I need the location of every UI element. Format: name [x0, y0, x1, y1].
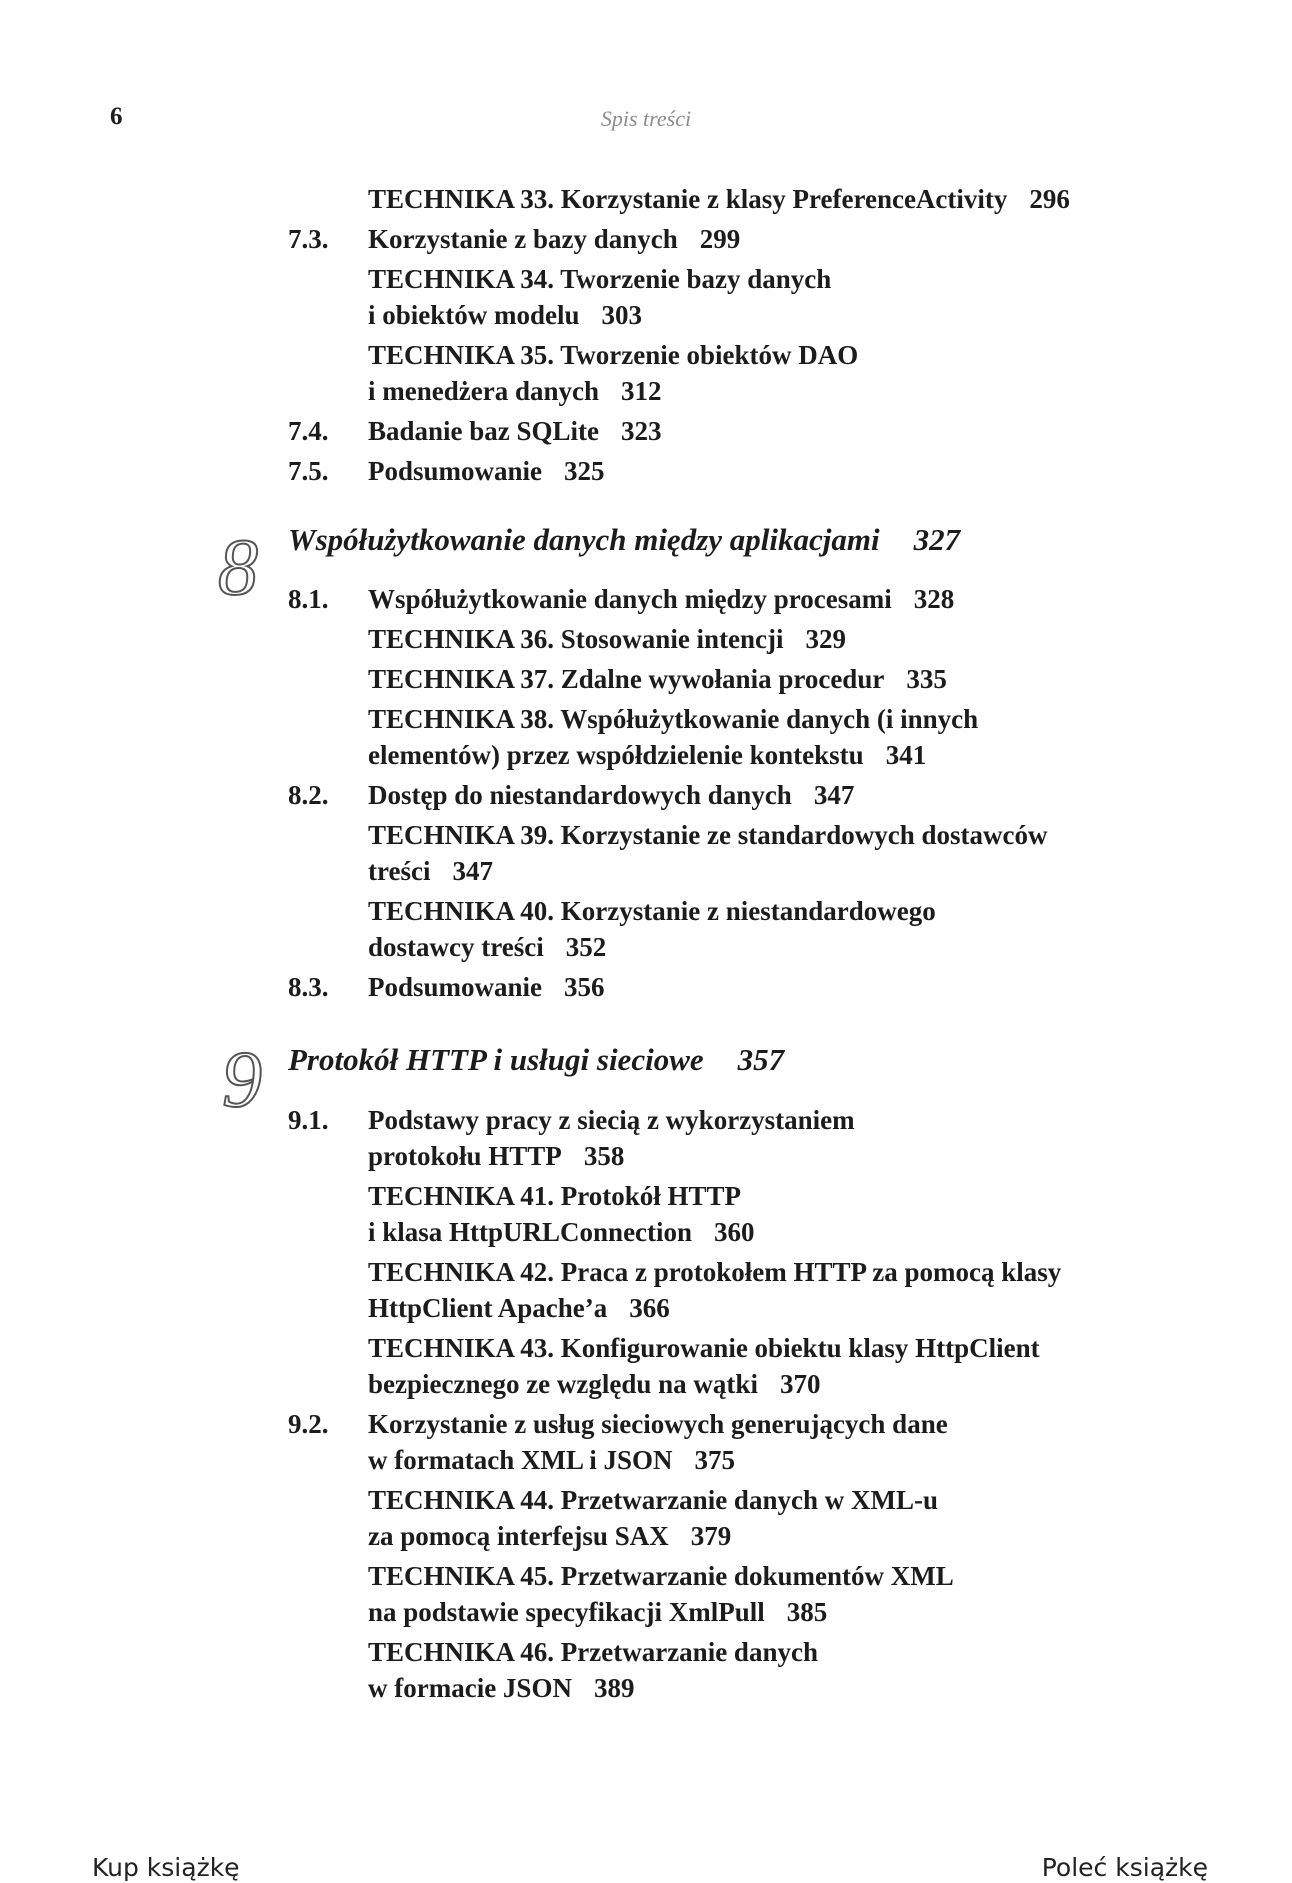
toc-entry-line: [368, 1178, 741, 1214]
toc-entry-line: [368, 1330, 1040, 1366]
toc-entry-text: w formatach XML i JSON: [368, 1445, 673, 1475]
toc-entry-text: Korzystanie z bazy danych: [368, 224, 678, 254]
toc-entry-page: 352: [565, 932, 607, 962]
toc-entry-page: 385: [786, 1597, 828, 1627]
toc-entry-line: [368, 413, 662, 449]
toc-entry-page: 347: [452, 856, 493, 886]
toc-entry-text: TECHNIKA 39. Korzystanie ze standardowych dostawców: [368, 820, 1048, 850]
toc-entry-text: TECHNIKA 42. Praca z protokołem HTTP za pomocą klasy: [368, 1257, 1062, 1287]
toc-entry-page: 335: [906, 664, 947, 694]
toc-entry-line: [368, 1558, 954, 1594]
toc-entry-line: [368, 777, 854, 813]
toc-entry-text: TECHNIKA 37. Zdalne wywołania procedur: [368, 664, 885, 694]
running-head: Spis treści: [600, 106, 692, 131]
toc-entry-line: [368, 1482, 938, 1518]
section-number: 8.2.: [288, 780, 329, 810]
toc-entry-line: [368, 1670, 634, 1706]
section-number: 7.4.: [288, 416, 329, 446]
toc-entry-text: elementów) przez współdzielenie kontekstu: [368, 740, 864, 770]
toc-entry-line: [368, 1102, 855, 1138]
toc-entry-page: 379: [690, 1521, 732, 1551]
section-number: 8.3.: [288, 972, 329, 1002]
toc-entry-text: treści: [368, 856, 431, 886]
page-number: 6: [110, 103, 123, 130]
section-number: 7.3.: [288, 224, 329, 254]
toc-entry-line: [368, 1254, 1061, 1290]
chapter-9-title: [288, 1040, 784, 1080]
toc-entry-line: [368, 929, 606, 965]
toc-entry-page: 360: [714, 1217, 755, 1247]
toc-entry-page: 358: [583, 1141, 625, 1171]
toc-entry-line: [368, 701, 978, 737]
chapter-8-page: 327: [913, 522, 961, 557]
toc-entry-text: i menedżera danych: [368, 376, 599, 406]
toc-entry-text: TECHNIKA 41. Protokół HTTP: [368, 1181, 742, 1211]
chapter-9-page: 357: [737, 1042, 785, 1077]
toc-entry-text: TECHNIKA 33. Korzystanie z klasy PreferenceActivity: [368, 184, 1008, 214]
toc-entry-line: [368, 1366, 820, 1402]
buy-book-link[interactable]: Kup książkę: [92, 1853, 240, 1882]
toc-entry-text: HttpClient Apache’a: [368, 1293, 608, 1323]
toc-entry-line: [368, 373, 661, 409]
toc-entry-line: [368, 581, 954, 617]
toc-entry-page: 356: [564, 972, 605, 1002]
toc-entry-line: [368, 853, 493, 889]
toc-entry-text: TECHNIKA 35. Tworzenie obiektów DAO: [368, 340, 859, 370]
toc-entry-text: TECHNIKA 46. Przetwarzanie danych: [368, 1637, 818, 1667]
toc-entry-page: 366: [629, 1293, 670, 1323]
toc-entry-line: [368, 1442, 735, 1478]
toc-entry-page: 370: [779, 1369, 821, 1399]
toc-entry-text: TECHNIKA 44. Przetwarzanie danych w XML-u: [368, 1485, 938, 1515]
section-number: 8.1.: [288, 584, 329, 614]
toc-entry-page: 325: [564, 456, 605, 486]
toc-entry-text: TECHNIKA 45. Przetwarzanie dokumentów XML: [368, 1561, 954, 1591]
toc-entry-line: [368, 1634, 818, 1670]
toc-entry-line: [368, 181, 1070, 217]
chapter-9-number: 9: [222, 1036, 262, 1124]
toc-entry-page: 303: [601, 300, 643, 330]
toc-entry-page: 347: [813, 780, 855, 810]
toc-entry-page: 329: [805, 624, 847, 654]
toc-entry-line: [368, 1290, 670, 1326]
section-number: 7.5.: [288, 456, 329, 486]
toc-entry-text: TECHNIKA 36. Stosowanie intencji: [368, 624, 784, 654]
toc-entry-text: Podsumowanie: [368, 972, 543, 1002]
toc-entry-page: 341: [885, 740, 927, 770]
chapter-8-title-text: Współużytkowanie danych między aplikacjami: [288, 522, 880, 557]
toc-entry-page: 299: [699, 224, 741, 254]
toc-entry-line: [368, 337, 858, 373]
recommend-book-link[interactable]: Poleć książkę: [1041, 1853, 1208, 1882]
section-number: 9.2.: [288, 1409, 329, 1439]
toc-entry-text: Podsumowanie: [368, 456, 543, 486]
toc-entry-page: 389: [593, 1673, 635, 1703]
toc-entry-page: 323: [621, 416, 662, 446]
toc-entry-line: [368, 969, 605, 1005]
toc-entry-line: [368, 1214, 755, 1250]
toc-entry-page: 375: [694, 1445, 735, 1475]
toc-entry-page: 328: [913, 584, 955, 614]
toc-entry-line: [368, 1138, 624, 1174]
chapter-8-title: [288, 520, 960, 560]
toc-entry-line: [368, 1518, 731, 1554]
section-number: 9.1.: [288, 1105, 329, 1135]
toc-entry-text: Korzystanie z usług sieciowych generujących dane: [368, 1409, 948, 1439]
toc-entry-line: [368, 737, 926, 773]
toc-entry-line: [368, 893, 936, 929]
toc-entry-text: w formacie JSON: [368, 1673, 572, 1703]
toc-entry-text: Dostęp do niestandardowych danych: [368, 780, 792, 810]
toc-entry-text: TECHNIKA 43. Konfigurowanie obiektu klasy HttpClient: [368, 1333, 1040, 1363]
toc-entry-line: [368, 621, 846, 657]
toc-entry-text: na podstawie specyfikacji XmlPull: [368, 1597, 765, 1627]
toc-entry-text: Badanie baz SQLite: [368, 416, 600, 446]
toc-entry-page: 296: [1029, 184, 1070, 214]
toc-entry-text: TECHNIKA 40. Korzystanie z niestandardowego: [368, 896, 936, 926]
chapter-9-title-text: Protokół HTTP i usługi sieciowe: [288, 1042, 704, 1077]
toc-entry-text: i obiektów modelu: [368, 300, 580, 330]
toc-entry-line: [368, 221, 740, 257]
toc-entry-line: [368, 1406, 948, 1442]
toc-entry-text: TECHNIKA 34. Tworzenie bazy danych: [368, 264, 832, 294]
toc-entry-text: Podstawy pracy z siecią z wykorzystaniem: [368, 1105, 855, 1135]
toc-entry-text: za pomocą interfejsu SAX: [368, 1521, 669, 1551]
chapter-8-number: 8: [218, 524, 258, 612]
toc-entry-line: [368, 661, 947, 697]
toc-entry-line: [368, 261, 831, 297]
toc-entry-text: dostawcy treści: [368, 932, 544, 962]
toc-entry-text: bezpiecznego ze względu na wątki: [368, 1369, 758, 1399]
toc-entry-text: protokołu HTTP: [368, 1141, 562, 1171]
toc-entry-text: TECHNIKA 38. Współużytkowanie danych (i innych: [368, 704, 979, 734]
toc-entry-line: [368, 817, 1048, 853]
toc-entry-line: [368, 453, 605, 489]
toc-entry-text: i klasa HttpURLConnection: [368, 1217, 693, 1247]
toc-entry-text: Współużytkowanie danych między procesami: [368, 584, 892, 614]
toc-entry-page: 312: [620, 376, 662, 406]
toc-entry-line: [368, 1594, 827, 1630]
toc-entry-line: [368, 297, 642, 333]
